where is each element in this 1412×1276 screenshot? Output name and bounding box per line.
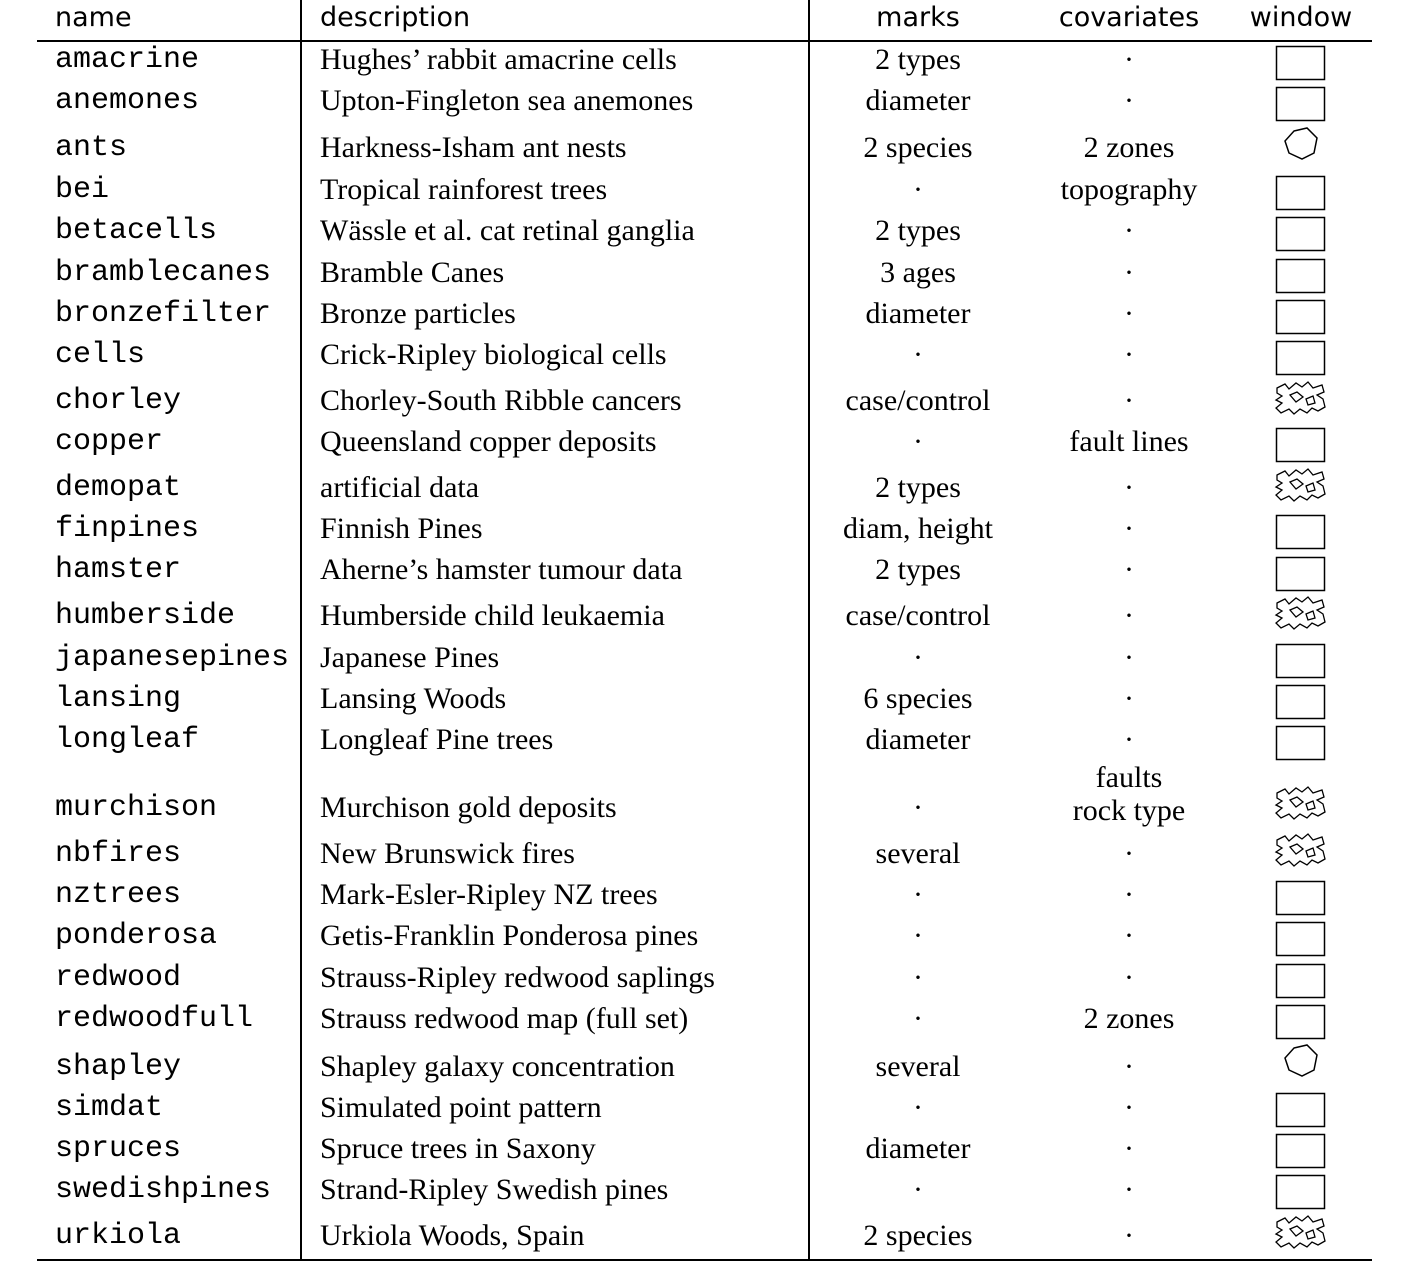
dataset-marks: several <box>875 837 961 870</box>
dataset-description: Japanese Pines <box>320 641 500 674</box>
dataset-description: Shapley galaxy concentration <box>320 1050 675 1083</box>
dataset-description: Humberside child leukaemia <box>320 599 665 632</box>
dataset-name: chorley <box>55 384 182 418</box>
dataset-name: anemones <box>55 84 200 118</box>
header-window: window <box>1249 2 1353 33</box>
dataset-marks: · <box>913 338 923 371</box>
dataset-marks: diameter <box>865 1132 971 1165</box>
dataset-covariates: fault lines <box>1069 425 1189 458</box>
dataset-covariates: · <box>1124 641 1134 674</box>
dataset-name: spruces <box>55 1132 182 1166</box>
dataset-description: Hughes’ rabbit amacrine cells <box>320 43 677 76</box>
irregular-window-icon <box>1266 783 1334 823</box>
dataset-covariates: · <box>1124 471 1134 504</box>
bottom-rule <box>37 1259 1372 1261</box>
rectangle-window-icon <box>1266 1002 1334 1042</box>
irregular-window-icon <box>1266 378 1334 418</box>
dataset-marks: 6 species <box>863 682 973 715</box>
dataset-description: Bramble Canes <box>320 256 505 289</box>
dataset-name: bronzefilter <box>55 297 272 331</box>
header-description: description <box>320 2 471 33</box>
dataset-covariates: · <box>1124 384 1134 417</box>
polygon-window-icon <box>1266 124 1334 164</box>
dataset-covariates: faults rock type <box>1072 761 1186 827</box>
dataset-name: lansing <box>55 682 182 716</box>
dataset-marks: diam, height <box>843 512 993 545</box>
dataset-name: longleaf <box>55 723 200 757</box>
header-rule <box>37 40 1372 42</box>
dataset-description: Murchison gold deposits <box>320 791 617 824</box>
dataset-description: artificial data <box>320 471 480 504</box>
dataset-name: redwood <box>55 961 182 995</box>
dataset-covariates: · <box>1124 214 1134 247</box>
dataset-name: betacells <box>55 214 218 248</box>
rectangle-window-icon <box>1266 723 1334 763</box>
dataset-marks: 3 ages <box>880 256 956 289</box>
rectangle-window-icon <box>1266 297 1334 337</box>
dataset-marks: · <box>913 878 923 911</box>
dataset-description: Spruce trees in Saxony <box>320 1132 596 1165</box>
rectangle-window-icon <box>1266 338 1334 378</box>
dataset-covariates: · <box>1124 682 1134 715</box>
dataset-name: simdat <box>55 1091 164 1125</box>
dataset-description: Tropical rainforest trees <box>320 173 608 206</box>
rectangle-window-icon <box>1266 173 1334 213</box>
dataset-marks: · <box>913 425 923 458</box>
dataset-marks: · <box>913 791 923 824</box>
dataset-marks: diameter <box>865 723 971 756</box>
rectangle-window-icon <box>1266 641 1334 681</box>
rectangle-window-icon <box>1266 214 1334 254</box>
dataset-covariates: · <box>1124 1219 1134 1252</box>
dataset-name: bramblecanes <box>55 256 272 290</box>
dataset-marks: 2 species <box>863 1219 973 1252</box>
dataset-description: Getis-Franklin Ponderosa pines <box>320 919 699 952</box>
dataset-marks: diameter <box>865 84 971 117</box>
rectangle-window-icon <box>1266 1090 1334 1130</box>
rectangle-window-icon <box>1266 878 1334 918</box>
dataset-description: Upton-Fingleton sea anemones <box>320 84 694 117</box>
dataset-description: Harkness-Isham ant nests <box>320 131 627 164</box>
polygon-window-icon <box>1266 1041 1334 1081</box>
rectangle-window-icon <box>1266 554 1334 594</box>
column-divider-name <box>300 0 302 1260</box>
dataset-description: Strauss-Ripley redwood saplings <box>320 961 715 994</box>
dataset-name: urkiola <box>55 1219 182 1253</box>
header-covariates: covariates <box>1058 2 1200 33</box>
dataset-covariates: · <box>1124 723 1134 756</box>
rectangle-window-icon <box>1266 1172 1334 1212</box>
dataset-description: New Brunswick fires <box>320 837 575 870</box>
rectangle-window-icon <box>1266 84 1334 124</box>
dataset-name: nztrees <box>55 878 182 912</box>
header-name: name <box>55 2 132 33</box>
dataset-covariates: · <box>1124 1091 1134 1124</box>
dataset-covariates: · <box>1124 84 1134 117</box>
rectangle-window-icon <box>1266 256 1334 296</box>
dataset-description: Aherne’s hamster tumour data <box>320 553 683 586</box>
dataset-marks: case/control <box>845 384 991 417</box>
dataset-covariates: 2 zones <box>1083 1002 1175 1035</box>
dataset-description: Chorley-South Ribble cancers <box>320 384 682 417</box>
dataset-name: japanesepines <box>55 641 290 675</box>
dataset-name: humberside <box>55 599 236 633</box>
dataset-marks: several <box>875 1050 961 1083</box>
dataset-marks: · <box>913 1002 923 1035</box>
dataset-covariates: topography <box>1060 173 1198 206</box>
dataset-marks: · <box>913 641 923 674</box>
dataset-name: murchison <box>55 791 218 825</box>
dataset-covariates: · <box>1124 1050 1134 1083</box>
dataset-covariates: · <box>1124 297 1134 330</box>
dataset-marks: 2 species <box>863 131 973 164</box>
dataset-name: copper <box>55 425 164 459</box>
column-divider-description <box>808 0 810 1260</box>
dataset-description: Crick-Ripley biological cells <box>320 338 667 371</box>
dataset-covariates: · <box>1124 553 1134 586</box>
dataset-marks: 2 types <box>875 43 961 76</box>
dataset-marks: · <box>913 173 923 206</box>
dataset-name: nbfires <box>55 837 182 871</box>
dataset-marks: · <box>913 961 923 994</box>
dataset-marks: 2 types <box>875 214 961 247</box>
dataset-covariates: · <box>1124 1132 1134 1165</box>
dataset-description: Strand-Ripley Swedish pines <box>320 1173 669 1206</box>
dataset-name: cells <box>55 338 146 372</box>
dataset-covariates: · <box>1124 1173 1134 1206</box>
irregular-window-icon <box>1266 830 1334 870</box>
rectangle-window-icon <box>1266 682 1334 722</box>
rectangle-window-icon <box>1266 961 1334 1001</box>
irregular-window-icon <box>1266 465 1334 505</box>
dataset-marks: case/control <box>845 599 991 632</box>
dataset-description: Simulated point pattern <box>320 1091 602 1124</box>
dataset-description: Finnish Pines <box>320 512 483 545</box>
dataset-covariates: · <box>1124 512 1134 545</box>
dataset-description: Strauss redwood map (full set) <box>320 1002 689 1035</box>
irregular-window-icon <box>1266 1212 1334 1252</box>
dataset-name: finpines <box>55 512 200 546</box>
dataset-name: hamster <box>55 553 182 587</box>
dataset-description: Longleaf Pine trees <box>320 723 554 756</box>
dataset-description: Bronze particles <box>320 297 516 330</box>
dataset-name: ponderosa <box>55 919 218 953</box>
dataset-covariates: · <box>1124 961 1134 994</box>
rectangle-window-icon <box>1266 43 1334 83</box>
dataset-marks: · <box>913 1091 923 1124</box>
dataset-description: Urkiola Woods, Spain <box>320 1219 585 1252</box>
dataset-name: demopat <box>55 471 182 505</box>
dataset-covariates: · <box>1124 919 1134 952</box>
header-marks: marks <box>876 2 960 33</box>
dataset-name: amacrine <box>55 43 200 77</box>
dataset-covariates: · <box>1124 878 1134 911</box>
dataset-description: Queensland copper deposits <box>320 425 657 458</box>
dataset-covariates: · <box>1124 599 1134 632</box>
dataset-name: redwoodfull <box>55 1002 254 1036</box>
dataset-marks: 2 types <box>875 471 961 504</box>
dataset-name: swedishpines <box>55 1173 272 1207</box>
dataset-marks: · <box>913 1173 923 1206</box>
dataset-covariates: · <box>1124 43 1134 76</box>
rectangle-window-icon <box>1266 425 1334 465</box>
dataset-marks: diameter <box>865 297 971 330</box>
dataset-description: Wässle et al. cat retinal ganglia <box>320 214 695 247</box>
dataset-description: Mark-Esler-Ripley NZ trees <box>320 878 658 911</box>
dataset-name: bei <box>55 173 110 207</box>
dataset-name: shapley <box>55 1050 182 1084</box>
dataset-marks: 2 types <box>875 553 961 586</box>
rectangle-window-icon <box>1266 1131 1334 1171</box>
dataset-covariates: · <box>1124 256 1134 289</box>
dataset-covariates: · <box>1124 338 1134 371</box>
rectangle-window-icon <box>1266 512 1334 552</box>
rectangle-window-icon <box>1266 919 1334 959</box>
dataset-covariates: · <box>1124 837 1134 870</box>
dataset-covariates: 2 zones <box>1083 131 1175 164</box>
dataset-name: ants <box>55 131 128 165</box>
irregular-window-icon <box>1266 593 1334 633</box>
dataset-marks: · <box>913 919 923 952</box>
dataset-description: Lansing Woods <box>320 682 507 715</box>
